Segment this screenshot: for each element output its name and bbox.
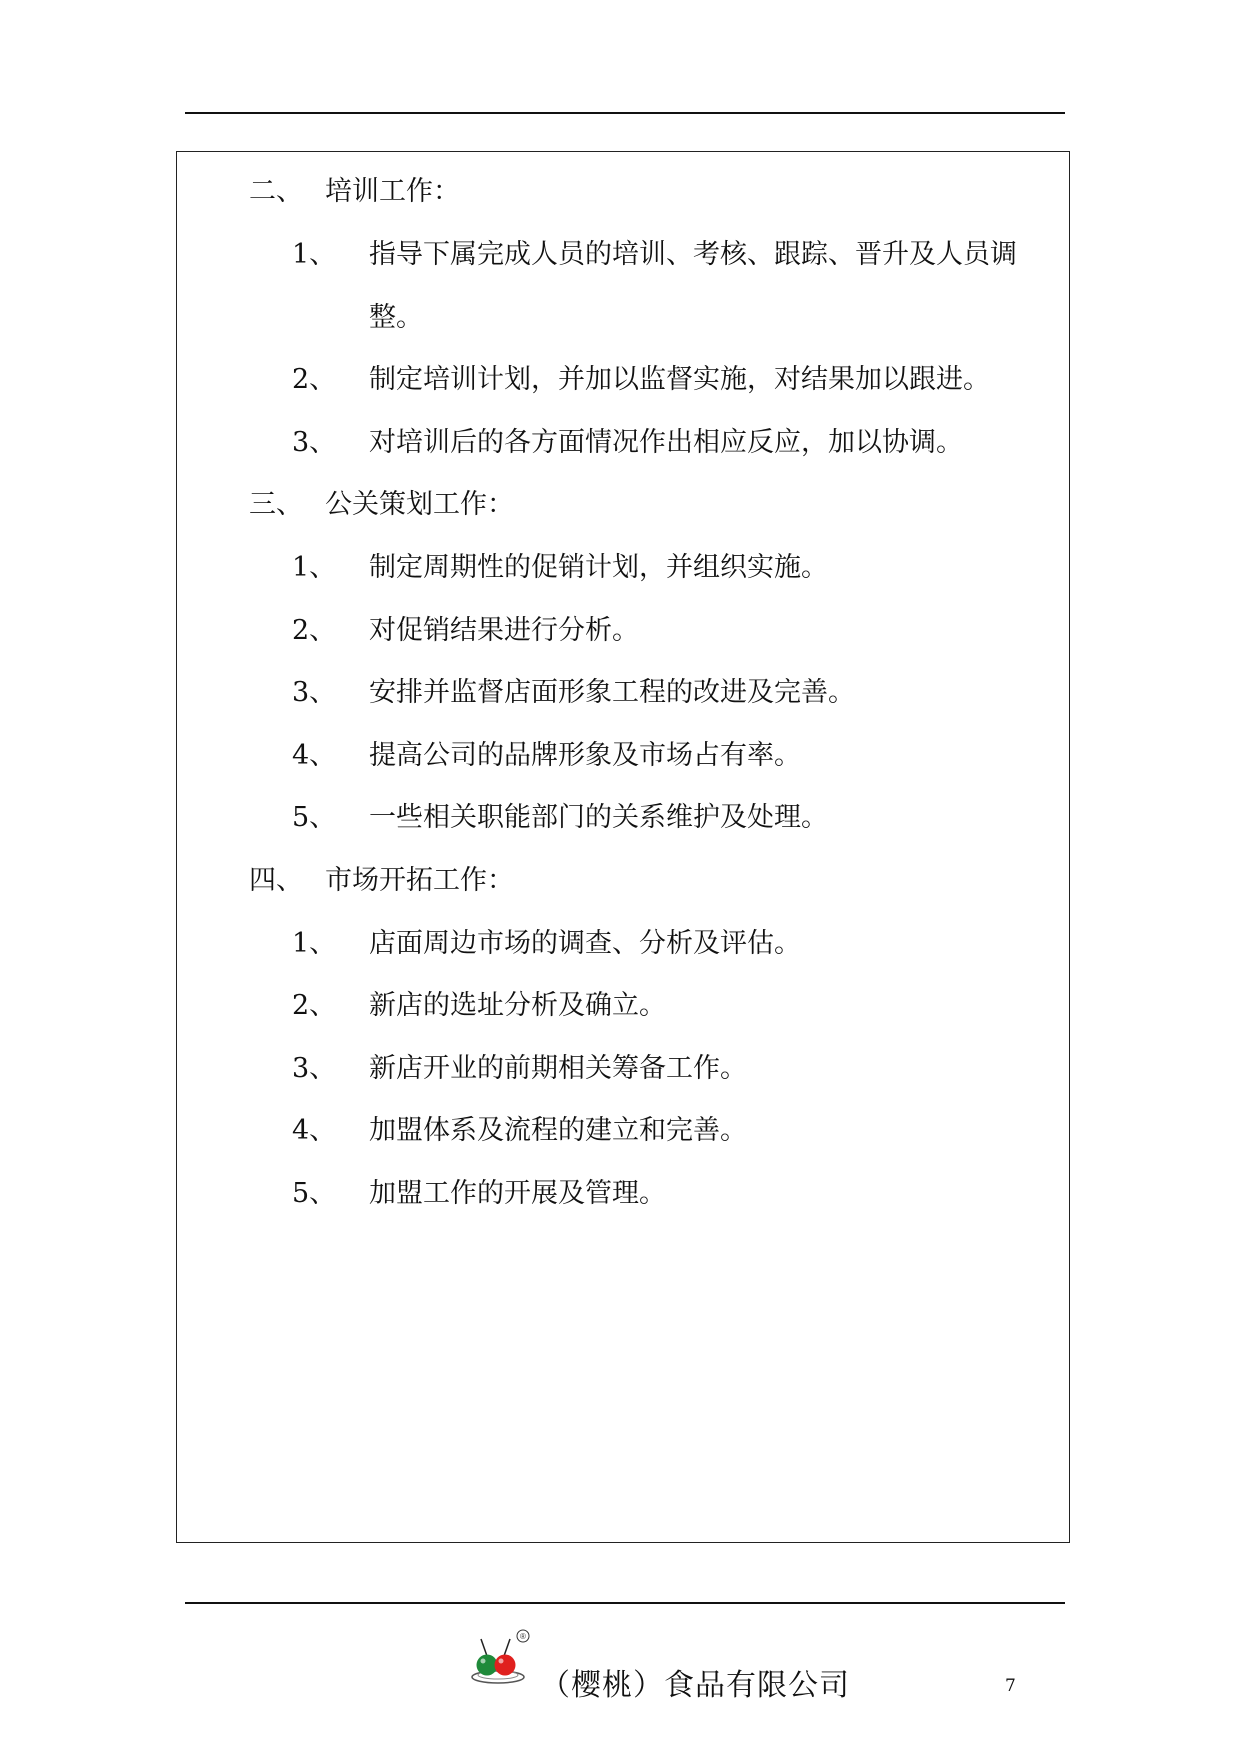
left-cherry-icon [477,1655,498,1676]
list-item-number: 2、 [292,615,337,646]
list-item-text: 制定培训计划，并加以监督实施，对结果加以跟进。 [369,364,990,395]
cherry-logo-icon [468,1628,532,1690]
right-cherry-icon [495,1655,516,1676]
list-item-number: 3、 [292,677,337,708]
section-number: 三、 [249,489,303,520]
list-item-number: 3、 [292,427,337,458]
section-title: 培训工作： [325,176,460,207]
list-item-text: 新店开业的前期相关筹备工作。 [369,1053,747,1084]
list-item-text: 指导下属完成人员的培训、考核、跟踪、晋升及人员调 [369,239,1017,270]
company-name: （樱桃）食品有限公司 [540,1668,850,1703]
list-item-text: 对培训后的各方面情况作出相应反应，加以协调。 [369,427,963,458]
list-item-number: 4、 [292,740,337,771]
list-item-number: 5、 [292,802,337,833]
section-number: 二、 [249,176,303,207]
list-item-number: 1、 [292,239,337,270]
content-frame [176,151,1070,1543]
list-item-text: 新店的选址分析及确立。 [369,990,666,1021]
list-item-number: 2、 [292,990,337,1021]
svg-text:®: ® [520,1632,526,1641]
list-item-number: 3、 [292,1053,337,1084]
list-item-number: 1、 [292,928,337,959]
list-item-text: 店面周边市场的调查、分析及评估。 [369,928,801,959]
list-item-number: 2、 [292,364,337,395]
list-item-number: 1、 [292,552,337,583]
list-item-text: 一些相关职能部门的关系维护及处理。 [369,802,828,833]
section-number: 四、 [249,865,303,896]
list-item-continuation: 整。 [369,302,423,333]
list-item-text: 加盟体系及流程的建立和完善。 [369,1115,747,1146]
list-item-text: 对促销结果进行分析。 [369,615,639,646]
footer-rule [185,1602,1065,1604]
list-item-text: 制定周期性的促销计划，并组织实施。 [369,552,828,583]
list-item-text: 加盟工作的开展及管理。 [369,1178,666,1209]
section-title: 市场开拓工作： [325,865,514,896]
page-number: 7 [1005,1676,1016,1696]
list-item-text: 安排并监督店面形象工程的改进及完善。 [369,677,855,708]
header-rule [185,112,1065,114]
list-item-number: 4、 [292,1115,337,1146]
list-item-number: 5、 [292,1178,337,1209]
list-item-text: 提高公司的品牌形象及市场占有率。 [369,740,801,771]
section-title: 公关策划工作： [325,489,514,520]
